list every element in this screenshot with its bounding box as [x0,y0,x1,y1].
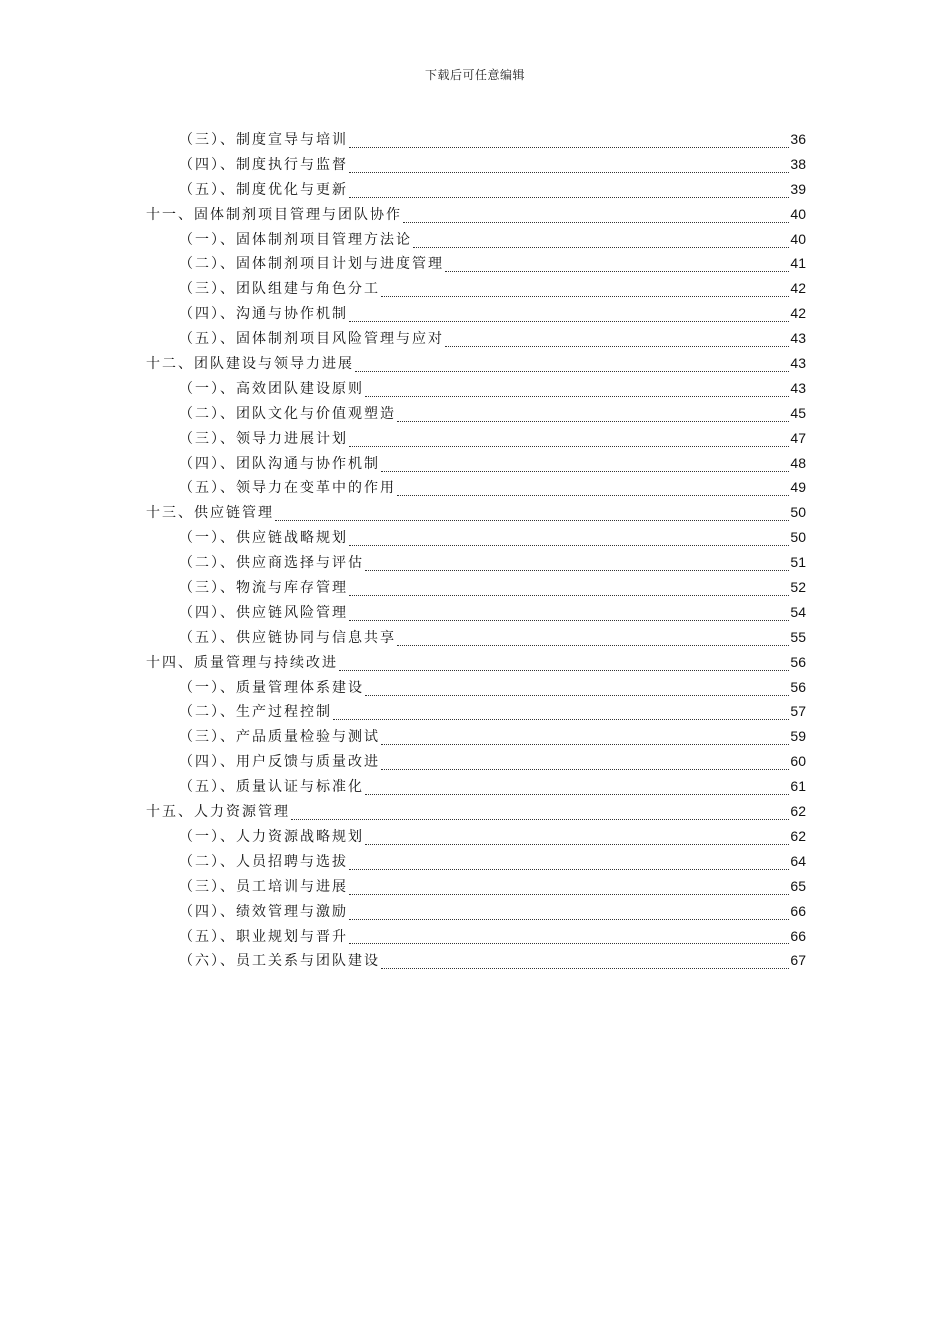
toc-page-number: 59 [790,728,806,745]
toc-section-entry[interactable] [146,749,806,774]
toc-dot-leader [365,830,789,845]
toc-entry-title: （二）、供应商选择与评估 [179,555,364,572]
toc-page-number: 67 [790,952,806,969]
toc-entry-title: （五）、供应链协同与信息共享 [179,629,396,646]
toc-entry-title: （五）、职业规划与晋升 [179,928,348,945]
toc-section-entry[interactable] [146,251,806,276]
toc-page-number: 47 [790,429,806,446]
toc-section-entry[interactable] [146,401,806,426]
toc-page-number: 38 [790,155,806,172]
toc-page-number: 61 [790,778,806,795]
toc-page-number: 42 [790,280,806,297]
toc-chapter-entry[interactable] [146,799,806,824]
toc-dot-leader [333,705,789,720]
toc-section-entry[interactable] [146,227,806,252]
toc-entry-title: （六）、员工关系与团队建设 [179,953,380,970]
toc-dot-leader [445,257,789,272]
toc-entry-title: （五）、固体制剂项目风险管理与应对 [179,331,444,348]
toc-page-number: 36 [790,131,806,147]
table-of-contents [146,127,806,973]
toc-dot-leader [349,905,789,920]
toc-chapter-entry[interactable] [146,202,806,227]
toc-dot-leader [349,880,789,895]
toc-section-entry[interactable] [146,276,806,301]
toc-section-entry[interactable] [146,699,806,724]
toc-entry-title: （一）、人力资源战略规划 [179,828,364,845]
toc-page-number: 66 [790,927,806,944]
toc-dot-leader [365,681,789,696]
toc-dot-leader [349,432,789,447]
toc-page-number: 40 [790,205,806,222]
toc-page-number: 52 [790,579,806,596]
toc-page-number: 62 [790,803,806,820]
toc-page-number: 42 [790,305,806,322]
toc-entry-title: （四）、绩效管理与激励 [179,903,348,920]
toc-dot-leader [339,656,789,671]
toc-page-number: 39 [790,180,806,197]
toc-page-number: 49 [790,479,806,496]
toc-chapter-entry[interactable] [146,650,806,675]
toc-entry-title: （五）、制度优化与更新 [179,181,348,198]
toc-entry-title: （三）、领导力进展计划 [179,430,348,447]
toc-dot-leader [349,855,789,870]
toc-dot-leader [349,606,789,621]
toc-dot-leader [381,457,789,472]
toc-page-number: 43 [790,379,806,396]
toc-page-number: 54 [790,603,806,620]
toc-page-number: 60 [790,753,806,770]
toc-entry-title: （三）、制度宣导与培训 [179,132,348,148]
toc-section-entry[interactable] [146,625,806,650]
toc-dot-leader [349,183,789,198]
toc-entry-title: （二）、团队文化与价值观塑造 [179,405,396,422]
toc-dot-leader [397,407,789,422]
toc-section-entry[interactable] [146,525,806,550]
toc-entry-title: （一）、固体制剂项目管理方法论 [179,231,412,248]
toc-page-number: 66 [790,902,806,919]
toc-entry-title: （五）、领导力在变革中的作用 [179,480,396,497]
toc-page-number: 51 [790,554,806,571]
toc-page-number: 48 [790,454,806,471]
toc-section-entry[interactable] [146,849,806,874]
toc-page-number: 57 [790,703,806,720]
toc-dot-leader [365,382,789,397]
toc-entry-title: 十二、团队建设与领导力进展 [146,356,354,373]
toc-dot-leader [291,805,789,820]
toc-entry-title: （四）、用户反馈与质量改进 [179,754,380,771]
toc-dot-leader [381,282,789,297]
toc-section-entry[interactable] [146,326,806,351]
toc-entry-title: （二）、人员招聘与选拔 [179,853,348,870]
toc-dot-leader [349,133,789,148]
toc-entry-title: （三）、产品质量检验与测试 [179,729,380,746]
toc-page-number: 50 [790,529,806,546]
toc-page-number: 55 [790,628,806,645]
toc-dot-leader [355,357,789,372]
toc-page-number: 65 [790,877,806,894]
toc-section-entry[interactable] [146,301,806,326]
toc-page-number: 40 [790,230,806,247]
toc-section-entry[interactable] [146,376,806,401]
toc-section-entry[interactable] [146,550,806,575]
toc-dot-leader [397,481,789,496]
toc-section-entry[interactable] [146,874,806,899]
toc-section-entry[interactable] [146,575,806,600]
toc-section-entry[interactable] [146,426,806,451]
toc-dot-leader [349,531,789,546]
toc-section-entry[interactable] [146,451,806,476]
toc-dot-leader [365,780,789,795]
toc-entry-title: （五）、质量认证与标准化 [179,779,364,796]
toc-section-entry[interactable] [146,152,806,177]
toc-entry-title: （四）、沟通与协作机制 [179,306,348,323]
toc-section-entry[interactable] [146,177,806,202]
toc-entry-title: （三）、员工培训与进展 [179,878,348,895]
toc-entry-title: （一）、质量管理体系建设 [179,679,364,696]
toc-entry-title: （一）、高效团队建设原则 [179,380,364,397]
toc-dot-leader [349,929,789,944]
toc-entry-title: （四）、团队沟通与协作机制 [179,455,380,472]
toc-section-entry[interactable] [146,824,806,849]
toc-page-number: 41 [790,255,806,272]
toc-page-number: 50 [790,504,806,521]
toc-entry-title: 十三、供应链管理 [146,505,274,522]
toc-section-entry[interactable] [146,600,806,625]
toc-dot-leader [413,233,789,248]
toc-entry-title: （三）、物流与库存管理 [179,580,348,597]
toc-entry-title: 十五、人力资源管理 [146,804,290,821]
toc-entry-title: （二）、生产过程控制 [179,704,332,721]
toc-section-entry[interactable] [146,675,806,700]
toc-dot-leader [381,730,789,745]
toc-section-entry[interactable] [146,475,806,500]
toc-chapter-entry[interactable] [146,351,806,376]
toc-dot-leader [397,631,789,646]
toc-entry-title: （四）、供应链风险管理 [179,604,348,621]
toc-page-number: 45 [790,404,806,421]
toc-dot-leader [365,556,789,571]
toc-dot-leader [349,158,789,173]
toc-entry-title: （二）、固体制剂项目计划与进度管理 [179,256,444,273]
toc-dot-leader [275,506,789,521]
toc-entry-title: 十一、固体制剂项目管理与团队协作 [146,206,402,223]
toc-section-entry[interactable] [146,948,806,973]
toc-chapter-entry[interactable] [146,500,806,525]
toc-section-entry[interactable] [146,899,806,924]
toc-page-number: 43 [790,330,806,347]
toc-entry-title: （一）、供应链战略规划 [179,530,348,547]
toc-dot-leader [381,755,789,770]
toc-section-entry[interactable] [146,924,806,949]
toc-section-entry[interactable] [146,724,806,749]
page-header: 下载后可任意编辑 [424,68,525,82]
toc-entry-title: （三）、团队组建与角色分工 [179,281,380,298]
toc-dot-leader [349,307,789,322]
toc-dot-leader [445,332,789,347]
toc-page-number: 43 [790,355,806,372]
toc-section-entry[interactable] [146,127,806,152]
toc-page-number: 64 [790,852,806,869]
toc-entry-title: 十四、质量管理与持续改进 [146,654,338,671]
toc-dot-leader [381,954,789,969]
toc-entry-title: （四）、制度执行与监督 [179,156,348,173]
toc-page-number: 56 [790,678,806,695]
toc-section-entry[interactable] [146,774,806,799]
toc-dot-leader [403,208,789,223]
toc-dot-leader [349,581,789,596]
toc-page-number: 56 [790,653,806,670]
toc-page-number: 62 [790,827,806,844]
